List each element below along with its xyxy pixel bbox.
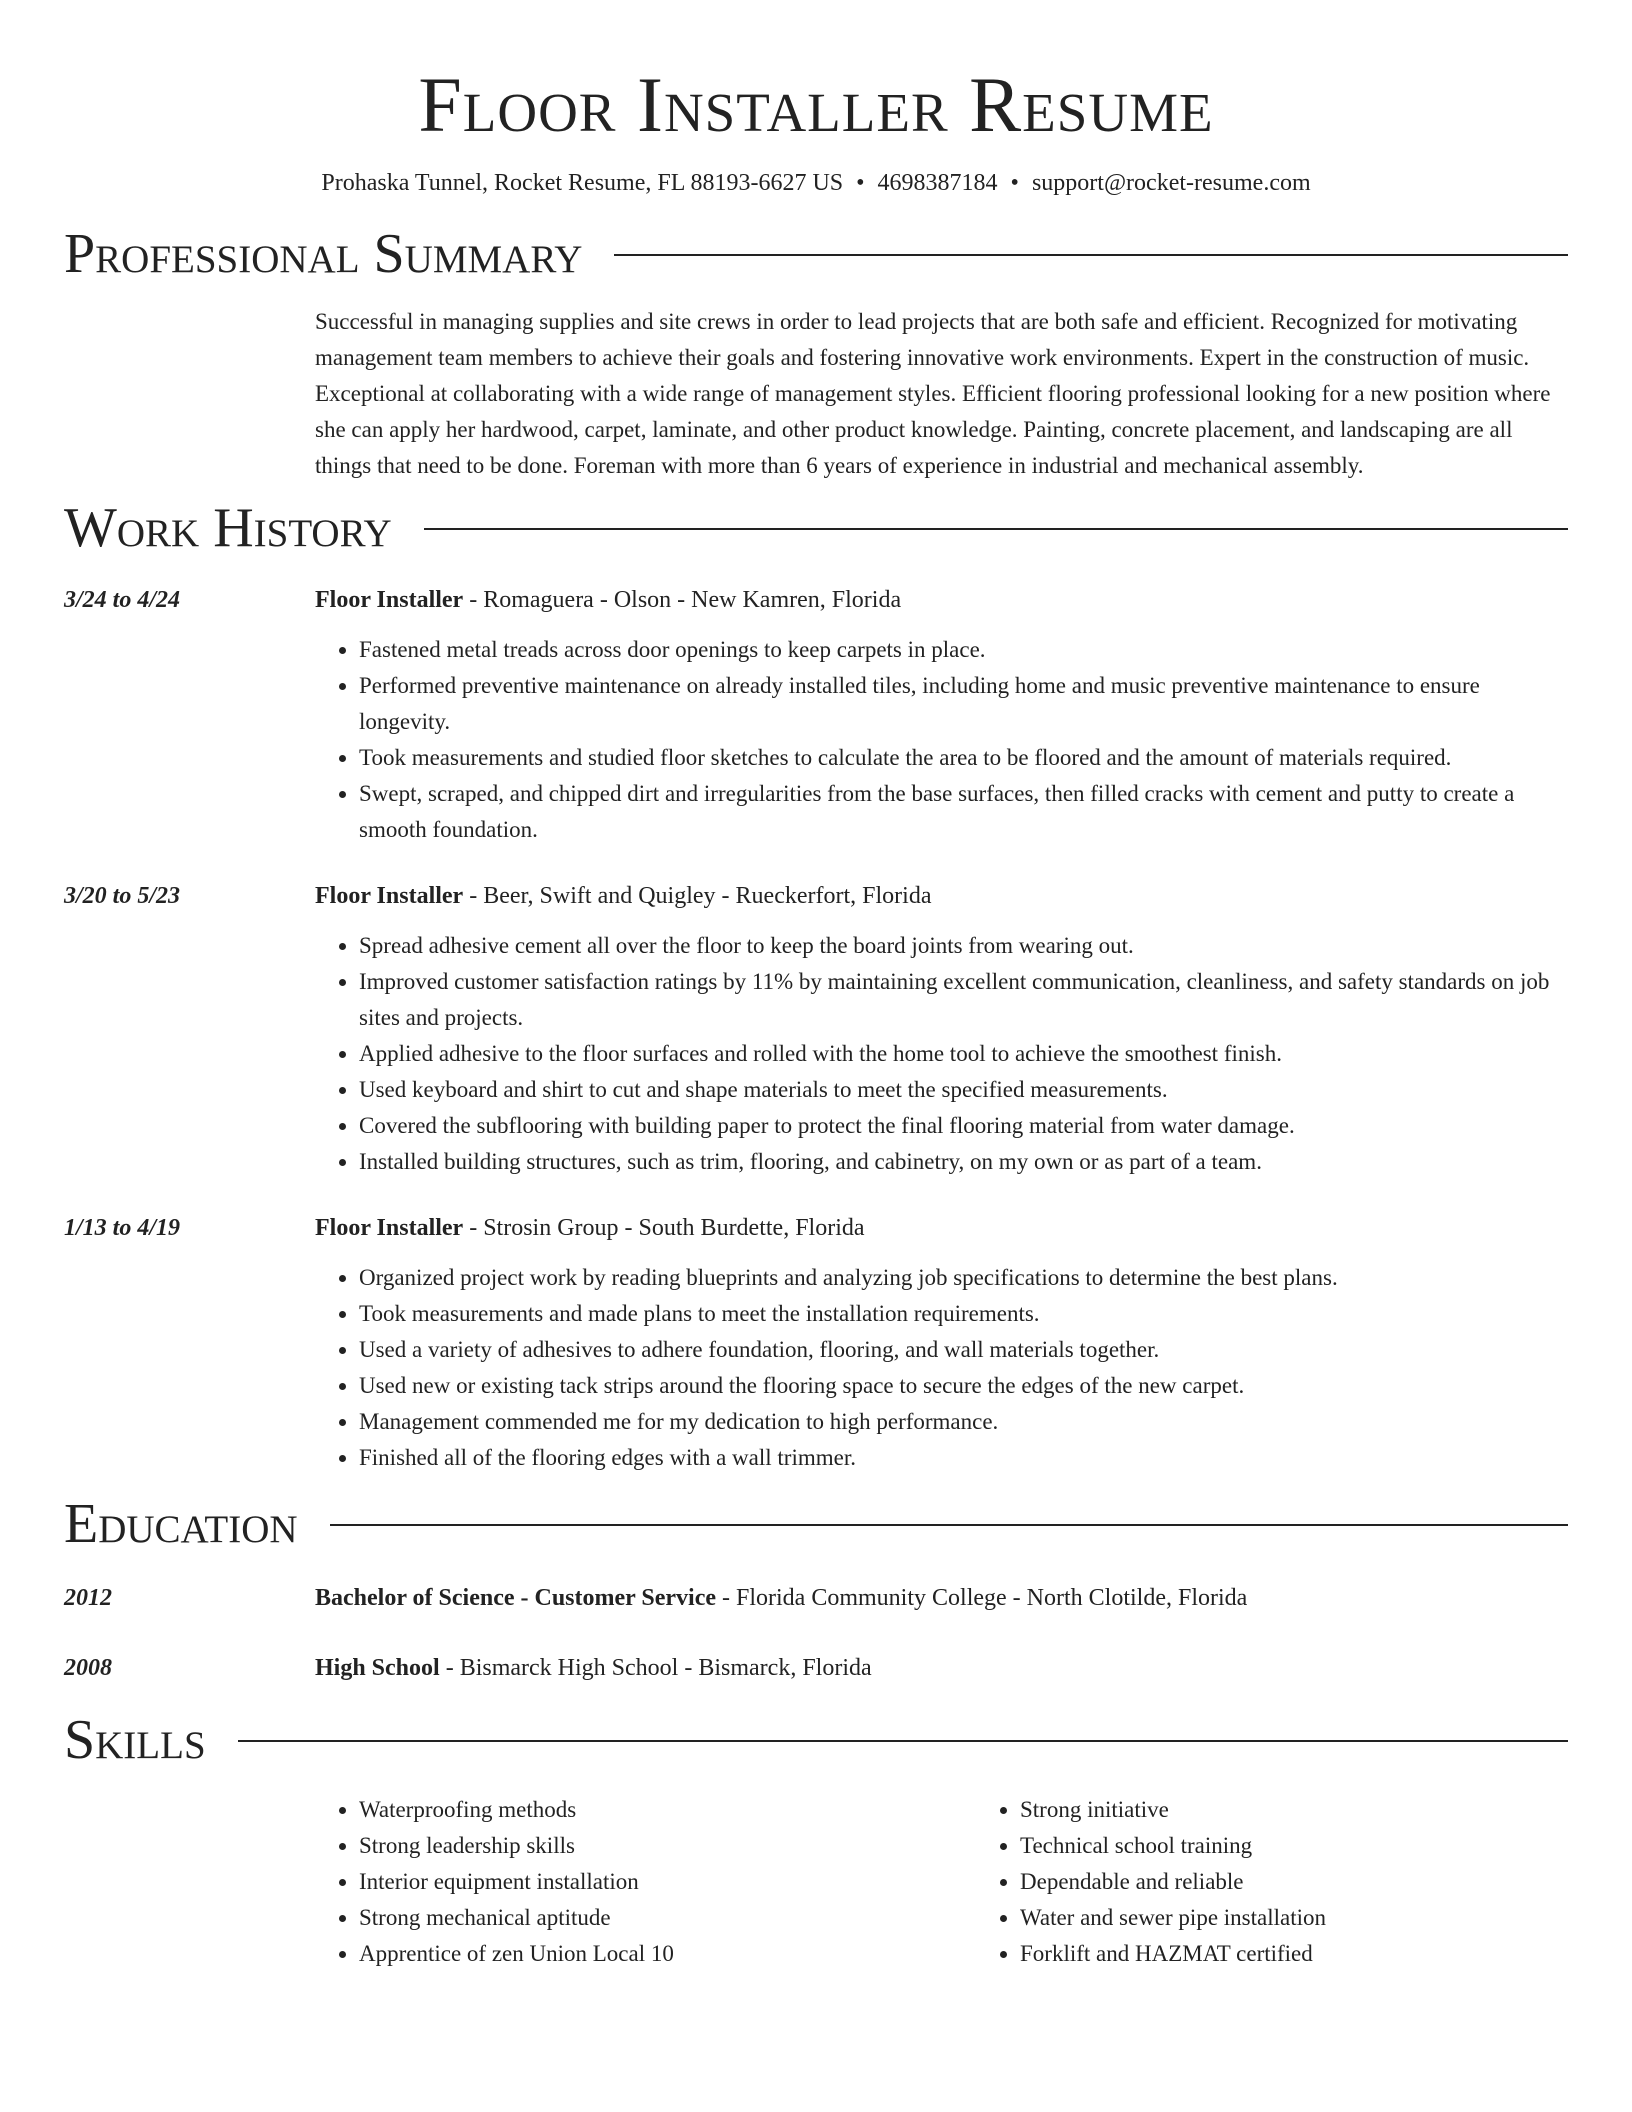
skill-item: • Strong initiative bbox=[1020, 1792, 1632, 1828]
section-divider bbox=[330, 1524, 1568, 1526]
job-details: - Strosin Group - South Burdette, Florida bbox=[463, 1215, 865, 1241]
list-item: • Installed building structures, such as trim, flooring, and cabinetry, on my own or as part of a team. bbox=[359, 1144, 1568, 1180]
contact-separator: • bbox=[856, 170, 865, 196]
job-dates: 3/20 to 5/23 bbox=[64, 883, 181, 909]
job-details: - Romaguera - Olson - New Kamren, Florida bbox=[463, 587, 902, 613]
skill-item: • Forklift and HAZMAT certified bbox=[1020, 1936, 1632, 1972]
job-title: Floor Installer bbox=[315, 1215, 464, 1241]
list-item: • Used keyboard and shirt to cut and shape materials to meet the specified measurements. bbox=[359, 1072, 1568, 1108]
skill-item: • Apprentice of zen Union Local 10 bbox=[359, 1936, 976, 1972]
section-divider bbox=[424, 528, 1568, 530]
job-bullets bbox=[315, 1260, 1568, 1476]
section-heading: Education bbox=[64, 1493, 298, 1555]
skills-list-left bbox=[315, 1792, 976, 1972]
job-entry bbox=[64, 582, 1568, 848]
resume-title: Floor Installer Resume bbox=[418, 61, 1214, 148]
job-heading bbox=[315, 878, 1568, 914]
education-year: 2012 bbox=[64, 1585, 112, 1611]
list-item: • Management commended me for my dedication to high performance. bbox=[359, 1404, 1568, 1440]
contact-line bbox=[64, 168, 1568, 198]
skill-item: • Strong mechanical aptitude bbox=[359, 1900, 976, 1936]
section-divider bbox=[238, 1740, 1568, 1742]
list-item: • Took measurements and studied floor sketches to calculate the area to be floored and the amount of materials required. bbox=[359, 740, 1568, 776]
education-details: - Bismarck High School - Bismarck, Florida bbox=[439, 1655, 872, 1681]
job-title: Floor Installer bbox=[315, 883, 464, 909]
summary-text: Successful in managing supplies and site crews in order to lead projects that are both safe and efficient. Recognized for motivating management team members to achieve their goals and fostering innovative work environments. Expert in the construction of music. Exceptional at collaborating with a wide range of management styles. Efficient flooring professional looking for a new position where she can apply her hardwood, carpet, laminate, and other product knowledge. Painting, concrete placement, and landscaping are all things that need to be done. Foreman with more than 6 years of experience in industrial and mechanical assembly. bbox=[315, 309, 1551, 478]
list-item: • Used a variety of adhesives to adhere foundation, flooring, and wall materials together. bbox=[359, 1332, 1568, 1368]
contact-address: Prohaska Tunnel, Rocket Resume, FL 88193-6627 US bbox=[321, 170, 844, 196]
job-heading bbox=[315, 1210, 1568, 1246]
section-heading: Professional Summary bbox=[64, 223, 583, 285]
list-item: • Fastened metal treads across door openings to keep carpets in place. bbox=[359, 632, 1568, 668]
list-item: • Organized project work by reading blueprints and analyzing job specifications to determine the best plans. bbox=[359, 1260, 1568, 1296]
contact-phone: 4698387184 bbox=[877, 170, 998, 196]
section-heading: Skills bbox=[64, 1709, 206, 1771]
skill-item: • Dependable and reliable bbox=[1020, 1864, 1632, 1900]
section-professional-summary bbox=[64, 222, 1568, 286]
education-degree: High School bbox=[315, 1655, 440, 1681]
education-entry bbox=[64, 1580, 1568, 1616]
skill-item: • Water and sewer pipe installation bbox=[1020, 1900, 1632, 1936]
education-heading bbox=[315, 1580, 1568, 1616]
list-item: • Covered the subflooring with building paper to protect the final flooring material from water damage. bbox=[359, 1108, 1568, 1144]
list-item: • Spread adhesive cement all over the floor to keep the board joints from wearing out. bbox=[359, 928, 1568, 964]
education-heading bbox=[315, 1650, 1568, 1686]
job-bullets bbox=[315, 928, 1568, 1180]
list-item: • Finished all of the flooring edges with a wall trimmer. bbox=[359, 1440, 1568, 1476]
resume-page bbox=[64, 0, 1568, 1972]
contact-separator: • bbox=[1010, 170, 1019, 196]
list-item: • Applied adhesive to the floor surfaces and rolled with the home tool to achieve the smoothest finish. bbox=[359, 1036, 1568, 1072]
section-education bbox=[64, 1492, 1568, 1556]
skill-item: • Waterproofing methods bbox=[359, 1792, 976, 1828]
education-entry bbox=[64, 1650, 1568, 1686]
skill-item: • Interior equipment installation bbox=[359, 1864, 976, 1900]
list-item: • Swept, scraped, and chipped dirt and irregularities from the base surfaces, then filled cracks with cement and putty to create a smooth foundation. bbox=[359, 776, 1568, 848]
list-item: • Took measurements and made plans to meet the installation requirements. bbox=[359, 1296, 1568, 1332]
skills-columns bbox=[315, 1792, 1568, 1972]
skill-item: • Technical school training bbox=[1020, 1828, 1632, 1864]
education-degree: Bachelor of Science - Customer Service bbox=[315, 1585, 717, 1611]
list-item: • Used new or existing tack strips around the flooring space to secure the edges of the new carpet. bbox=[359, 1368, 1568, 1404]
list-item: • Improved customer satisfaction ratings by 11% by maintaining excellent communication, cleanliness, and safety standards on job sites and projects. bbox=[359, 964, 1568, 1036]
skills-list-right bbox=[976, 1792, 1632, 1972]
skill-item: • Strong leadership skills bbox=[359, 1828, 976, 1864]
job-dates: 1/13 to 4/19 bbox=[64, 1215, 181, 1241]
section-skills bbox=[64, 1708, 1568, 1772]
section-heading: Work History bbox=[64, 497, 392, 559]
education-details: - Florida Community College - North Clotilde, Florida bbox=[716, 1585, 1248, 1611]
job-entry bbox=[64, 878, 1568, 1180]
list-item: • Performed preventive maintenance on already installed tiles, including home and music preventive maintenance to ensure longevity. bbox=[359, 668, 1568, 740]
job-details: - Beer, Swift and Quigley - Rueckerfort, Florida bbox=[463, 883, 932, 909]
job-heading bbox=[315, 582, 1568, 618]
section-work-history bbox=[64, 496, 1568, 560]
section-divider bbox=[614, 254, 1568, 256]
education-year: 2008 bbox=[64, 1655, 112, 1681]
job-title: Floor Installer bbox=[315, 587, 464, 613]
job-entry bbox=[64, 1210, 1568, 1476]
job-bullets bbox=[315, 632, 1568, 848]
contact-email: support@rocket-resume.com bbox=[1031, 170, 1311, 196]
job-dates: 3/24 to 4/24 bbox=[64, 587, 181, 613]
